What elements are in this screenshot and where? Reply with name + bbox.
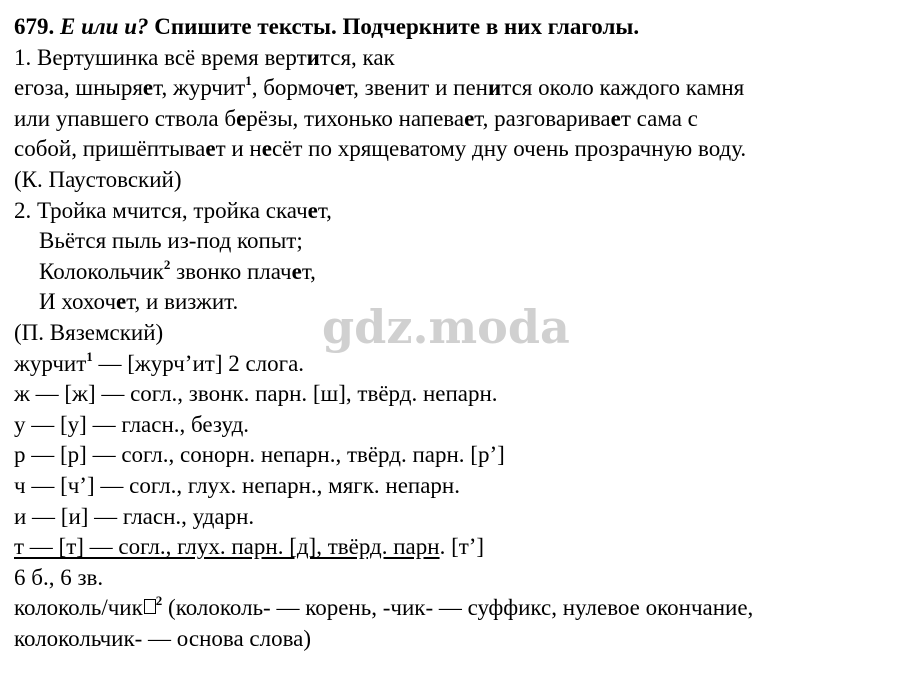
exercise-title	[14, 12, 904, 43]
footnote-1-mark: 1	[245, 73, 252, 89]
exercise-number: 679.	[14, 14, 55, 39]
analysis-row-last: т — [т] — согл., глух. парн. [д], твёрд. парн. [т’]	[14, 534, 485, 560]
analysis-row: у — [у] — гласн., безуд.	[14, 411, 250, 437]
null-ending-box-icon	[144, 599, 156, 614]
text2-line3: Колокольчик$^2$ звонко плачет,	[39, 256, 316, 284]
footnote-2-mark: 2	[163, 256, 171, 272]
title-letters: Е или и?	[60, 14, 149, 39]
text1-line4: собой, пришёптывает и несёт по хрящеватому дну очень прозрачную воду.	[14, 136, 747, 162]
text2-line2: Вьётся пыль из-под копыт;	[39, 228, 303, 254]
analysis-row: и — [и] — гласн., ударн.	[14, 503, 255, 529]
analysis-summary: 6 б., 6 зв.	[14, 564, 104, 590]
analysis-row: ч — [ч’] — согл., глух. непарн., мягк. непарн.	[14, 472, 460, 498]
title-text: Спишите тексты. Подчеркните в них глаголы.	[148, 14, 640, 39]
analysis-row: ж — [ж] — согл., звонк. парн. [ш], твёрд. непарн.	[14, 381, 498, 407]
morpheme-line1: колоколь/чик $^2$ (колоколь- — корень, -чик- — суффикс, нулевое окончание,	[14, 593, 754, 621]
watermark-logo: gdz.moda	[322, 300, 570, 354]
analysis-heading: журчит$^1$ — [журч’ит] 2 слога.	[14, 348, 305, 376]
morpheme-line2: колокольчик- — основа слова)	[14, 625, 312, 651]
text1-line1: 1. Вертушинка всё время вертится, как	[14, 44, 395, 70]
analysis-row: р — [р] — согл., сонорн. непарн., твёрд. парн. [р’]	[14, 442, 505, 468]
text2-line4: И хохочет, и визжит.	[39, 289, 239, 315]
text2-line1: 2. Тройка мчится, тройка скачет,	[14, 197, 332, 223]
text2-author: (П. Вяземский)	[14, 319, 164, 345]
text1-line2: егоза, шныряет, журчит$^1$, бормочет, звенит и пенится около каждого камня	[14, 73, 745, 101]
text1-line3: или упавшего ствола берёзы, тихонько напевает, разговаривает сама с	[14, 105, 698, 131]
text1-author: (К. Паустовский)	[14, 166, 182, 192]
